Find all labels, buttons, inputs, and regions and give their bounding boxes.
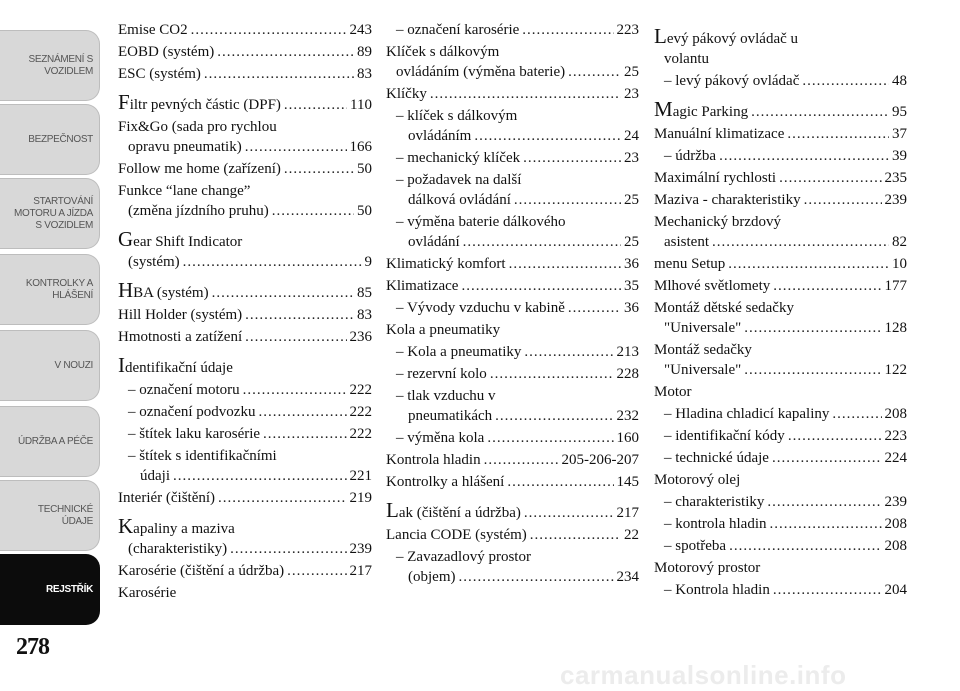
entry-label: – charakteristiky (664, 494, 765, 510)
entry-label: Lak (čištění a údržba) (386, 498, 521, 522)
entry-label: Kola a pneumatiky (386, 322, 501, 338)
leader-dots (787, 124, 889, 144)
leader-dots (287, 561, 346, 581)
leader-dots (524, 503, 614, 523)
entry-page-number[interactable]: 122 (884, 362, 907, 378)
index-entry[interactable] (386, 472, 639, 492)
entry-label: Kapaliny a maziva (118, 514, 235, 538)
leader-dots (212, 283, 354, 303)
entry-page-number[interactable]: 239 (349, 541, 372, 557)
leader-dots (487, 428, 613, 448)
entry-label: (objem) (408, 569, 456, 585)
entry-page-number[interactable]: 217 (349, 563, 372, 579)
leader-dots (495, 406, 613, 426)
leader-dots (712, 232, 889, 252)
entry-label: – označení karosérie (396, 22, 520, 38)
index-entry[interactable] (118, 229, 372, 272)
leader-dots (767, 492, 881, 512)
entry-page-number[interactable]: 50 (357, 161, 372, 177)
entry-label: Emise CO2 (118, 22, 188, 38)
leader-dots (458, 567, 613, 587)
index-column-1 (118, 18, 372, 603)
leader-dots (230, 539, 346, 559)
entry-label: Klimatizace (386, 278, 459, 294)
entry-page-number[interactable]: 213 (616, 344, 639, 360)
entry-label: Identifikační údaje (118, 353, 233, 377)
leader-dots (272, 201, 354, 221)
leader-dots (568, 62, 621, 82)
entry-label: – levý pákový ovládač (664, 73, 800, 89)
entry-label: Kontrola hladin (386, 452, 481, 468)
entry-label: – výměna baterie dálkového (396, 214, 566, 230)
entry-page-number[interactable]: 9 (364, 254, 372, 270)
leader-dots (744, 318, 881, 338)
leader-dots (788, 426, 882, 446)
entry-label: ovládání (408, 234, 460, 250)
leader-dots (769, 514, 881, 534)
index-entry[interactable] (386, 547, 639, 587)
entry-page-number[interactable]: 224 (884, 450, 907, 466)
index-entry[interactable] (386, 364, 639, 384)
entry-label: Karosérie (čištění a údržba) (118, 563, 285, 579)
entry-label: Maziva - charakteristiky (654, 192, 801, 208)
index-entry[interactable] (386, 170, 639, 210)
index-entry[interactable] (654, 99, 907, 122)
entry-label: – Kontrola hladin (664, 582, 770, 598)
leader-dots (243, 380, 347, 400)
entry-page-number[interactable]: 35 (624, 278, 639, 294)
index-entry[interactable] (118, 305, 372, 325)
entry-label: Interiér (čištění) (118, 490, 216, 506)
index-column-2 (386, 18, 639, 587)
chapter-tab-3[interactable]: STARTOVÁNÍ MOTORU A JÍZDA S VOZIDLEM (0, 178, 100, 249)
leader-dots (461, 276, 621, 296)
index-entry[interactable] (118, 20, 372, 40)
entry-label: Klíček s dálkovým (386, 44, 500, 60)
leader-dots (245, 327, 346, 347)
leader-dots (245, 305, 354, 325)
leader-dots (530, 525, 621, 545)
entry-label: ovládáním (výměna baterie) (396, 64, 566, 80)
entry-page-number[interactable]: 95 (892, 104, 907, 120)
entry-page-number[interactable]: 36 (624, 256, 639, 272)
leader-dots (802, 71, 889, 91)
index-entry[interactable] (118, 355, 372, 378)
entry-label: Klíčky (386, 86, 427, 102)
index-entry[interactable] (386, 428, 639, 448)
entry-label: Mlhové světlomety (654, 278, 771, 294)
entry-label: – výměna kola (396, 430, 485, 446)
entry-page-number[interactable]: 204 (884, 582, 907, 598)
leader-dots (284, 95, 347, 115)
leader-dots (773, 580, 882, 600)
entry-page-number[interactable]: 217 (616, 505, 639, 521)
entry-page-number[interactable]: 23 (624, 86, 639, 102)
watermark: carmanualsonline.info (560, 660, 847, 690)
entry-label: Klimatický komfort (386, 256, 506, 272)
entry-label: dálková ovládání (408, 192, 511, 208)
entry-label: pneumatikách (408, 408, 493, 424)
entry-page-number[interactable]: 48 (892, 73, 907, 89)
leader-dots (484, 450, 559, 470)
entry-page-number[interactable]: 39 (892, 148, 907, 164)
index-entry[interactable] (654, 146, 907, 166)
entry-page-number[interactable]: 223 (884, 428, 907, 444)
entry-page-number[interactable]: 222 (349, 382, 372, 398)
entry-label: Magic Parking (654, 97, 749, 121)
index-entry[interactable] (386, 450, 639, 470)
leader-dots (728, 254, 889, 274)
entry-page-number[interactable]: 50 (357, 203, 372, 219)
entry-page-number[interactable]: 223 (616, 22, 639, 38)
entry-page-number[interactable]: 24 (624, 128, 639, 144)
index-entry[interactable] (118, 583, 372, 603)
leader-dots (245, 137, 347, 157)
entry-label: – Hladina chladicí kapaliny (664, 406, 830, 422)
entry-page-number[interactable]: 228 (616, 366, 639, 382)
entry-page-number[interactable]: 128 (884, 320, 907, 336)
index-entry[interactable] (654, 26, 907, 69)
leader-dots (772, 448, 882, 468)
entry-label: Montáž sedačky (654, 342, 752, 358)
entry-page-number[interactable]: 208 (884, 538, 907, 554)
index-entry[interactable] (654, 212, 907, 252)
entry-label: "Universale" (664, 362, 742, 378)
leader-dots (509, 254, 621, 274)
entry-label: Karosérie (118, 585, 177, 601)
leader-dots (514, 190, 621, 210)
entry-label: – štítek laku karosérie (128, 426, 261, 442)
index-entry[interactable] (654, 492, 907, 512)
entry-label: – tlak vzduchu v (396, 388, 496, 404)
index-entry[interactable] (386, 42, 639, 82)
index-column-3 (654, 18, 907, 600)
entry-label: menu Setup (654, 256, 726, 272)
index-entry[interactable] (118, 516, 372, 559)
entry-label: – požadavek na další (396, 172, 522, 188)
entry-label: Filtr pevných částic (DPF) (118, 90, 281, 114)
entry-page-number[interactable]: 234 (616, 569, 639, 585)
entry-label: (systém) (128, 254, 180, 270)
index-entry[interactable] (654, 298, 907, 338)
index-entry[interactable] (386, 342, 639, 362)
index-entry[interactable] (654, 404, 907, 424)
entry-page-number[interactable]: 25 (624, 64, 639, 80)
index-entry[interactable] (654, 254, 907, 274)
index-entry[interactable] (386, 276, 639, 296)
entry-label: údaji (140, 468, 170, 484)
index-entry[interactable] (386, 525, 639, 545)
entry-page-number[interactable]: 239 (884, 494, 907, 510)
leader-dots (719, 146, 889, 166)
index-entry[interactable] (386, 320, 639, 340)
entry-page-number[interactable]: 221 (349, 468, 372, 484)
leader-dots (523, 148, 621, 168)
entry-label: – spotřeba (664, 538, 727, 554)
index-entry[interactable] (654, 448, 907, 468)
chapter-tab-5[interactable]: V NOUZI (0, 330, 100, 401)
index-entry[interactable] (118, 488, 372, 508)
entry-label: – technické údaje (664, 450, 769, 466)
entry-page-number[interactable]: 243 (349, 22, 372, 38)
leader-dots (474, 126, 621, 146)
leader-dots (490, 364, 614, 384)
entry-label: – Zavazadlový prostor (396, 549, 531, 565)
entry-label: Follow me home (zařízení) (118, 161, 281, 177)
index-entry[interactable] (654, 536, 907, 556)
entry-page-number[interactable]: 37 (892, 126, 907, 142)
leader-dots (183, 252, 362, 272)
leader-dots (258, 402, 346, 422)
index-entry[interactable] (386, 500, 639, 523)
index-entry[interactable] (118, 424, 372, 444)
leader-dots (568, 298, 621, 318)
index-entry[interactable] (386, 106, 639, 146)
entry-label: Manuální klimatizace (654, 126, 785, 142)
index-entry[interactable] (654, 71, 907, 91)
leader-dots (218, 488, 346, 508)
index-entry[interactable] (386, 20, 639, 40)
entry-label: Mechanický brzdový (654, 214, 782, 230)
index-entry[interactable] (386, 386, 639, 426)
entry-label: Lancia CODE (systém) (386, 527, 527, 543)
index-entry[interactable] (386, 254, 639, 274)
index-entry[interactable] (654, 580, 907, 600)
entry-label: Hill Holder (systém) (118, 307, 243, 323)
entry-label: – Kola a pneumatiky (396, 344, 522, 360)
entry-page-number[interactable]: 235 (884, 170, 907, 186)
index-entry[interactable] (386, 212, 639, 252)
entry-label: – štítek s identifikačními (128, 448, 277, 464)
chapter-tab-2[interactable]: BEZPEČNOST (0, 104, 100, 175)
leader-dots (263, 424, 346, 444)
index-entry[interactable] (654, 382, 907, 402)
entry-label: – klíček s dálkovým (396, 108, 518, 124)
index-entry[interactable] (118, 380, 372, 400)
leader-dots (524, 342, 613, 362)
leader-dots (430, 84, 621, 104)
leader-dots (507, 472, 613, 492)
index-entry[interactable] (654, 514, 907, 534)
index-entry[interactable] (386, 298, 639, 318)
entry-label: – mechanický klíček (396, 150, 521, 166)
index-entry[interactable] (118, 92, 372, 115)
leader-dots (751, 102, 889, 122)
entry-page-number[interactable]: 222 (349, 426, 372, 442)
index-entry[interactable] (654, 426, 907, 446)
entry-label: – kontrola hladin (664, 516, 767, 532)
leader-dots (744, 360, 881, 380)
entry-label: Kontrolky a hlášení (386, 474, 505, 490)
leader-dots (284, 159, 354, 179)
leader-dots (779, 168, 881, 188)
index-entry[interactable] (118, 159, 372, 179)
entry-page-number[interactable]: 25 (624, 234, 639, 250)
entry-label: Levý pákový ovládač u (654, 24, 799, 48)
leader-dots (204, 64, 354, 84)
entry-label: Fix&Go (sada pro rychlou (118, 119, 277, 135)
entry-label: volantu (664, 51, 709, 67)
entry-page-number[interactable]: 83 (357, 66, 372, 82)
entry-page-number[interactable]: 208 (884, 516, 907, 532)
index-entry[interactable] (386, 148, 639, 168)
leader-dots (191, 20, 347, 40)
entry-label: – údržba (664, 148, 717, 164)
entry-page-number[interactable]: 160 (616, 430, 639, 446)
index-entry[interactable] (118, 117, 372, 157)
entry-label: – Vývody vzduchu v kabině (396, 300, 565, 316)
entry-page-number[interactable]: 236 (349, 329, 372, 345)
entry-page-number[interactable]: 219 (349, 490, 372, 506)
chapter-tab-6[interactable]: ÚDRŽBA A PÉČE (0, 406, 100, 477)
chapter-tab-7[interactable]: TECHNICKÉ ÚDAJE (0, 480, 100, 551)
leader-dots (463, 232, 621, 252)
entry-label: Montáž dětské sedačky (654, 300, 794, 316)
entry-label: Motor (654, 384, 692, 400)
entry-page-number[interactable]: 145 (616, 474, 639, 490)
entry-page-number[interactable]: 82 (892, 234, 907, 250)
leader-dots (522, 20, 613, 40)
entry-label: Gear Shift Indicator (118, 227, 243, 251)
leader-dots (804, 190, 882, 210)
index-entry[interactable] (118, 446, 372, 486)
index-entry[interactable] (118, 327, 372, 347)
entry-label: – označení podvozku (128, 404, 256, 420)
entry-label: HBA (systém) (118, 278, 209, 302)
entry-page-number[interactable]: 239 (884, 192, 907, 208)
leader-dots (173, 466, 347, 486)
entry-label: Motorový olej (654, 472, 741, 488)
entry-label: ESC (systém) (118, 66, 201, 82)
entry-page-number[interactable]: 205-206-207 (561, 452, 639, 468)
leader-dots (217, 42, 354, 62)
entry-page-number[interactable]: 89 (357, 44, 372, 60)
index-entry[interactable] (654, 124, 907, 144)
index-entry[interactable] (654, 276, 907, 296)
entry-label: Funkce “lane change” (118, 183, 251, 199)
entry-page-number[interactable]: 177 (884, 278, 907, 294)
index-entry[interactable] (654, 558, 907, 578)
entry-page-number[interactable]: 166 (349, 139, 372, 155)
entry-page-number[interactable]: 110 (350, 97, 372, 113)
index-entry[interactable] (118, 42, 372, 62)
index-entry[interactable] (386, 84, 639, 104)
entry-label: Maximální rychlosti (654, 170, 777, 186)
index-entry[interactable] (118, 280, 372, 303)
entry-page-number[interactable]: 36 (624, 300, 639, 316)
entry-label: – označení motoru (128, 382, 240, 398)
index-entry[interactable] (118, 402, 372, 422)
index-entry[interactable] (654, 470, 907, 490)
entry-label: opravu pneumatik) (128, 139, 242, 155)
entry-page-number[interactable]: 85 (357, 285, 372, 301)
entry-label: (změna jízdního pruhu) (128, 203, 269, 219)
entry-page-number[interactable]: 23 (624, 150, 639, 166)
page-number: 278 (16, 634, 49, 660)
entry-page-number[interactable]: 222 (349, 404, 372, 420)
entry-page-number[interactable]: 83 (357, 307, 372, 323)
chapter-tab-4[interactable]: KONTROLKY A HLÁŠENÍ (0, 254, 100, 325)
entry-label: Motorový prostor (654, 560, 761, 576)
entry-page-number[interactable]: 25 (624, 192, 639, 208)
index-entry[interactable] (118, 561, 372, 581)
entry-label: – identifikační kódy (664, 428, 785, 444)
index-entry[interactable] (118, 181, 372, 221)
entry-page-number[interactable]: 22 (624, 527, 639, 543)
entry-label: EOBD (systém) (118, 44, 215, 60)
chapter-tab-8[interactable]: REJSTŘÍK (0, 554, 100, 625)
entry-label: (charakteristiky) (128, 541, 228, 557)
entry-label: Hmotnosti a zatížení (118, 329, 243, 345)
entry-page-number[interactable]: 208 (884, 406, 907, 422)
entry-label: ovládáním (408, 128, 472, 144)
leader-dots (729, 536, 881, 556)
leader-dots (832, 404, 881, 424)
entry-page-number[interactable]: 10 (892, 256, 907, 272)
index-entry[interactable] (654, 190, 907, 210)
index-entry[interactable] (654, 340, 907, 380)
entry-label: asistent (664, 234, 709, 250)
leader-dots (773, 276, 881, 296)
entry-page-number[interactable]: 232 (616, 408, 639, 424)
index-entry[interactable] (118, 64, 372, 84)
entry-label: – rezervní kolo (396, 366, 487, 382)
entry-label: "Universale" (664, 320, 742, 336)
index-entry[interactable] (654, 168, 907, 188)
chapter-tab-1[interactable]: SEZNÁMENÍ S VOZIDLEM (0, 30, 100, 101)
